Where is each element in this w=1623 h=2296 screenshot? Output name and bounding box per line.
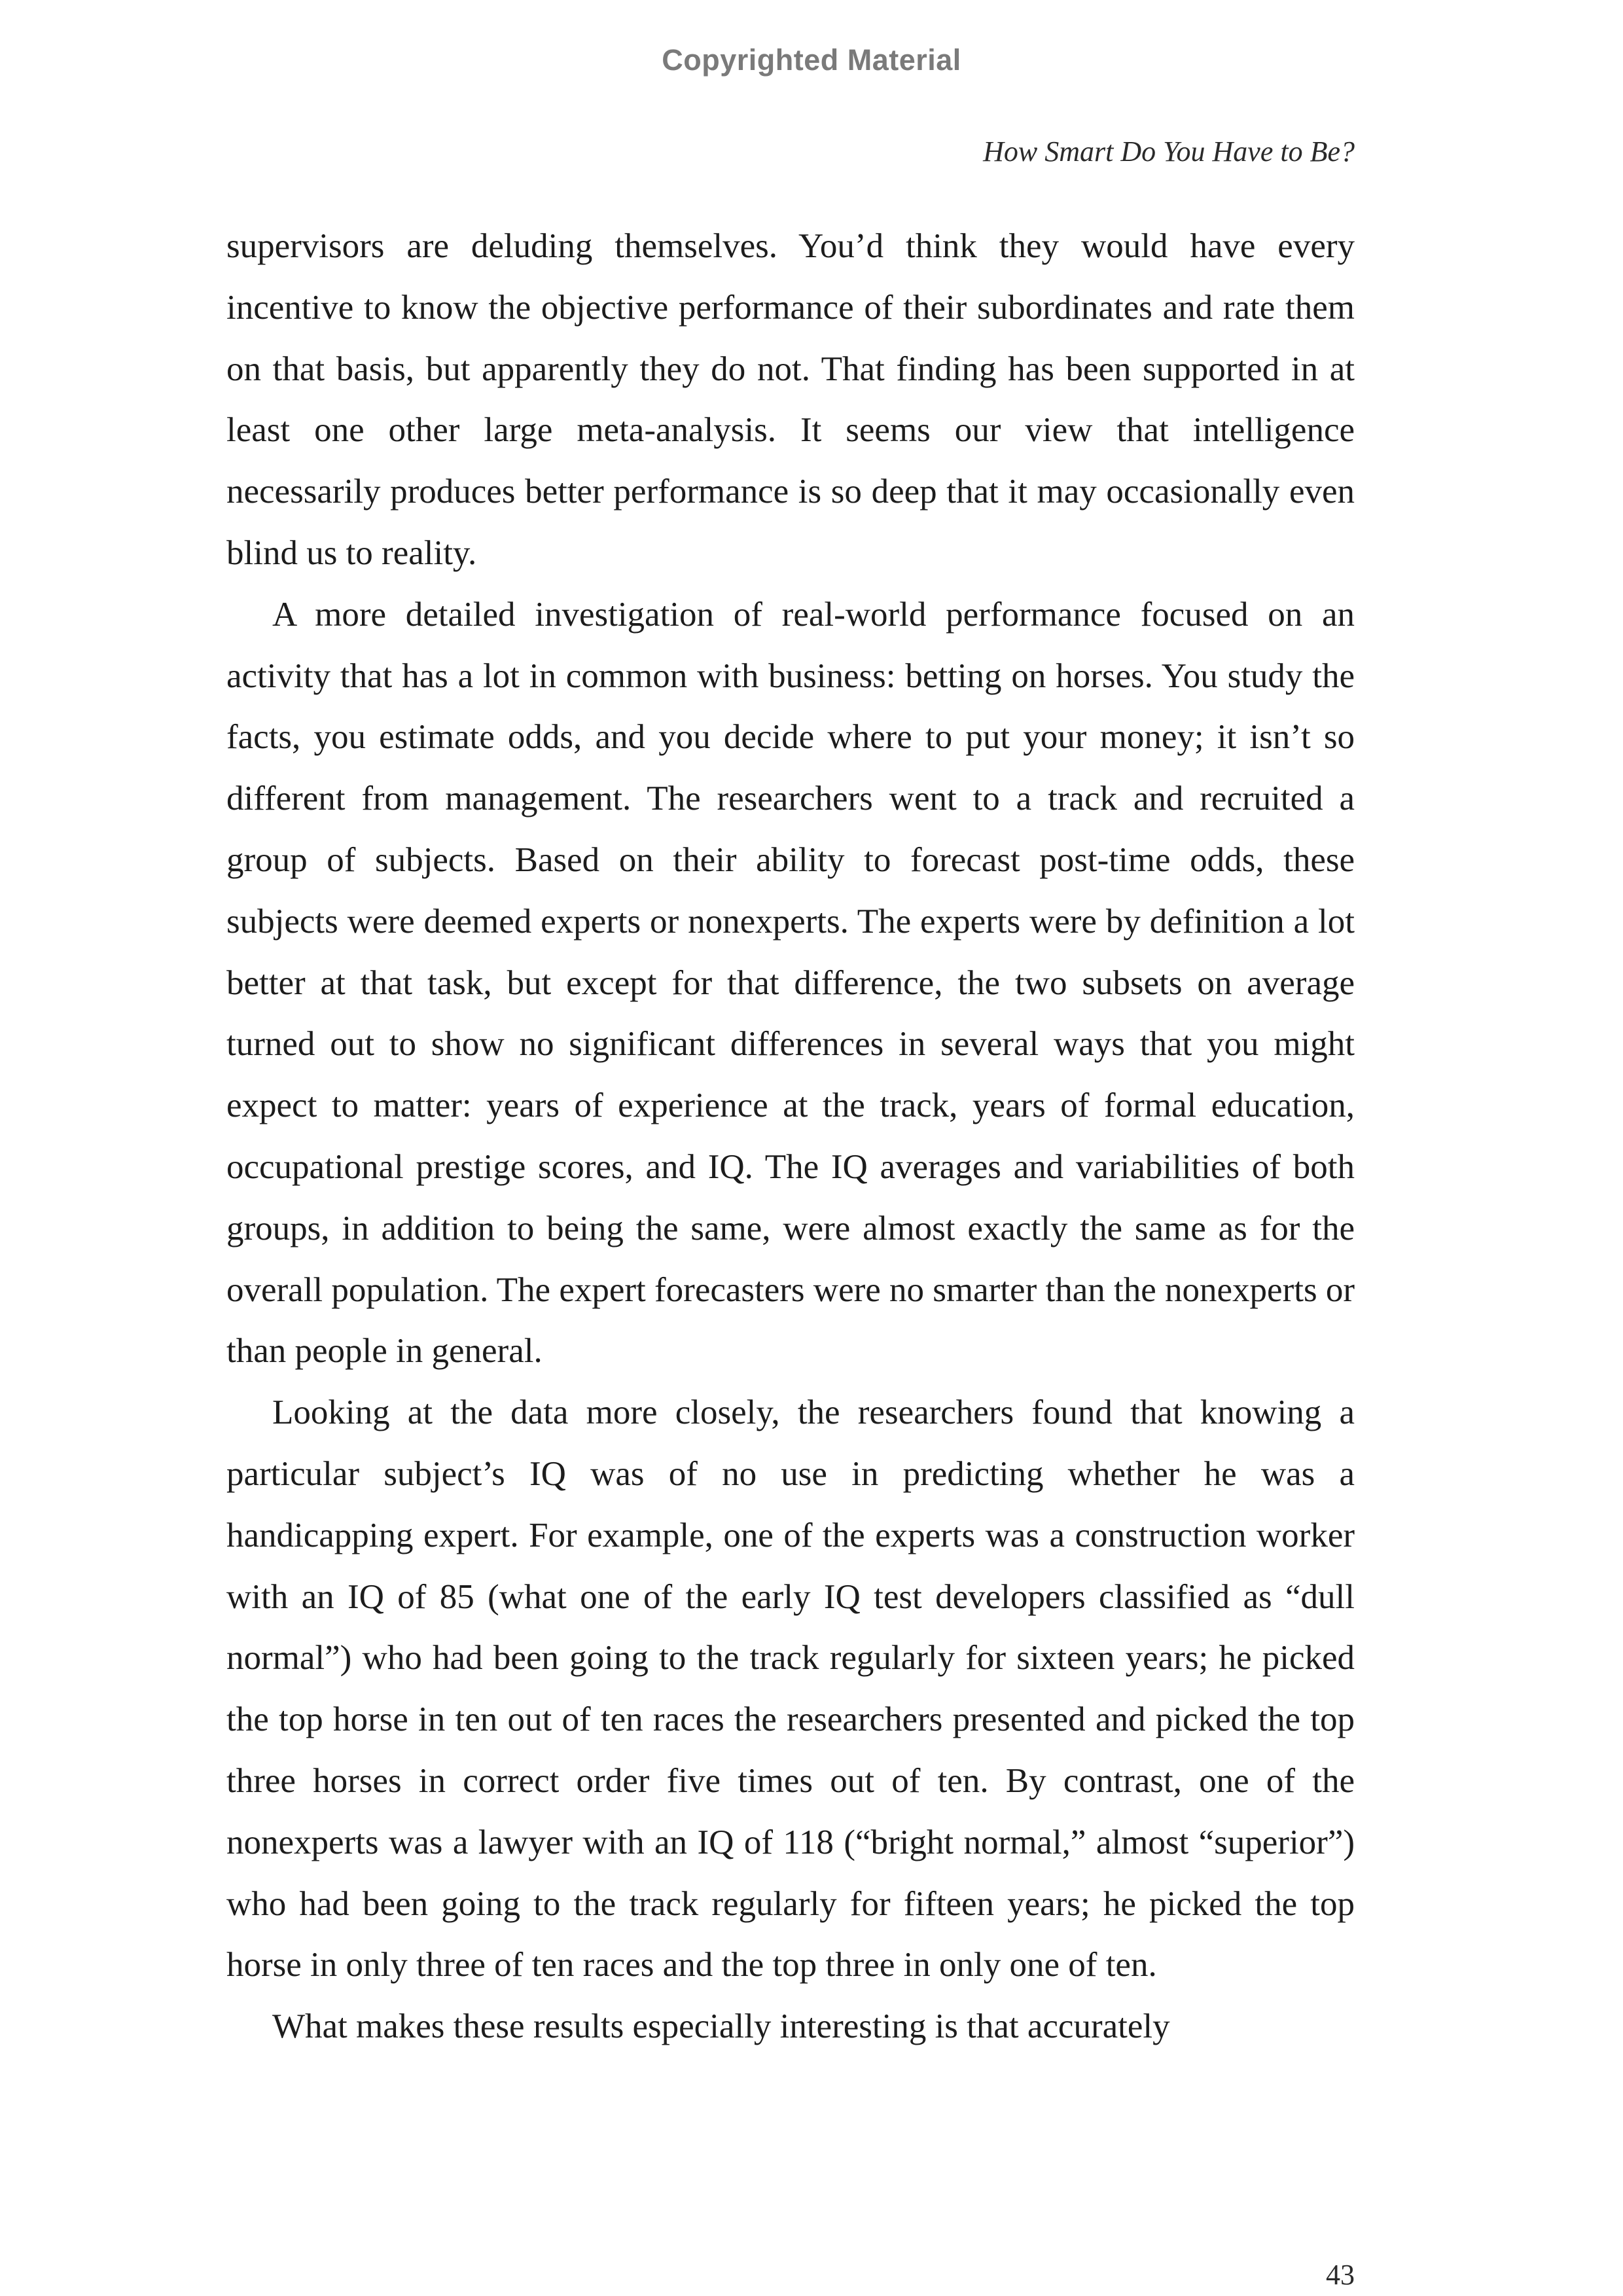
body-text [226,216,1355,2058]
copyright-notice: Copyrighted Material [662,43,961,77]
running-head: How Smart Do You Have to Be? [983,135,1355,168]
paragraph-4: What makes these results especially interesting is that accurately [272,2007,1170,2046]
paragraph-2: A more detailed investigation of real-world performance focused on an activity that has a lot in common with business: betting on horses. You study the facts, you estimate odds, and you decide where to put your money; it isn’t so different from management. The researchers went to a track and recruited a group of subjects. Based on their ability to forecast post-time odds, these subjects were deemed experts or nonexperts. The experts were by definition a lot better at that task, but except for that difference, the two subsets on average turned out to show no significant differences in several ways that you might expect to matter: years of experience at the track, years of formal education, occupational prestige scores, and IQ. The IQ averages and variabilities of both groups, in addition to being the same, were almost exactly the same as for the overall population. The expert forecasters were no smarter than the nonexperts or than people in general. [226,595,1355,1371]
paragraph-3: Looking at the data more closely, the researchers found that knowing a particular subject’s IQ was of no use in predicting whether he was a handicapping expert. For example, one of the experts was a construction worker with an IQ of 85 (what one of the early IQ test developers classified as “dull normal”) who had been going to the track regularly for sixteen years; he picked the top horse in ten out of ten races the researchers presented and picked the top three horses in correct order five times out of ten. By contrast, one of the nonexperts was a lawyer with an IQ of 118 (“bright normal,” almost “superior”) who had been going to the track regularly for fifteen years; he picked the top horse in only three of ten races and the top three in only one of ten. [226,1393,1355,1984]
page-number: 43 [1326,2259,1355,2291]
paragraph-1: supervisors are deluding themselves. You’d think they would have every incentive to know the objective performance of their subordinates and rate them on that basis, but apparently they do not. That finding has been supported in at least one other large meta-analysis. It seems our view that intelligence necessarily produces better performance is so deep that it may occasionally even blind us to reality. [226,227,1355,572]
